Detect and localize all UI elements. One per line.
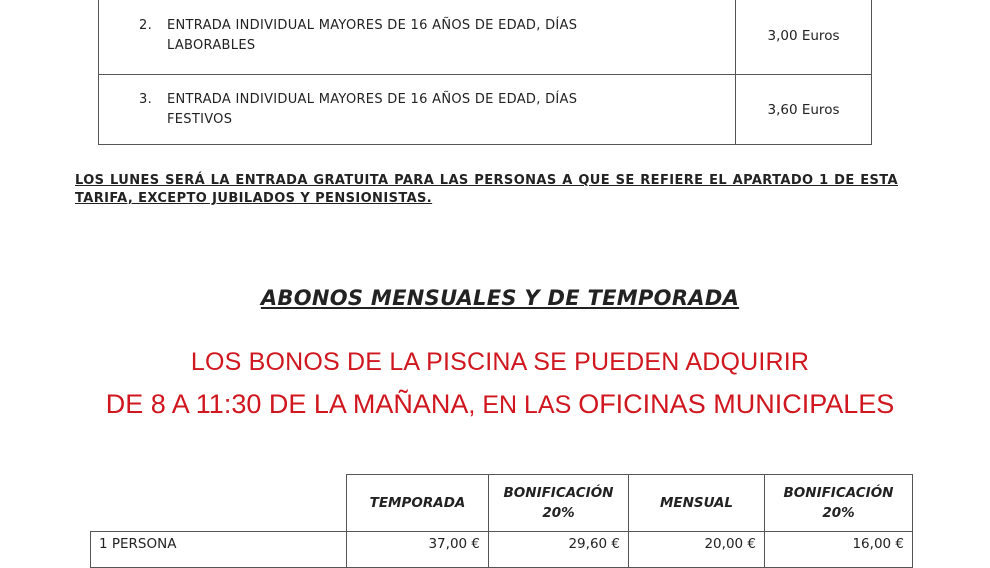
- item-text-line2: LABORABLES: [167, 37, 256, 53]
- cell-bonif-mensual: 16,00 €: [765, 532, 913, 568]
- notice-connector: , EN LAS: [468, 391, 579, 419]
- item-text-line2: FESTIVOS: [167, 111, 233, 127]
- table-row: [99, 75, 872, 145]
- row-label: 1 PERSONA: [91, 532, 347, 568]
- notice-hours: DE 8 A 11:30 DE LA MAÑANA: [105, 389, 469, 419]
- notice-line-2: [0, 389, 990, 420]
- col-header-mensual: MENSUAL: [629, 475, 765, 532]
- col-header-temporada: TEMPORADA: [347, 475, 489, 532]
- col-header-bonificacion-mensual: BONIFICACIÓN 20%: [765, 475, 913, 532]
- table-row: [99, 0, 872, 75]
- tarifa-table: [98, 0, 872, 145]
- cell-mensual: 20,00 €: [629, 532, 765, 568]
- item-number: 3.: [139, 91, 153, 107]
- bonos-table: [90, 474, 913, 568]
- col-header-bonificacion-temporada: BONIFICACIÓN 20%: [489, 475, 629, 532]
- item-number: 2.: [139, 17, 153, 33]
- tarifa-item-price: 3,60 Euros: [736, 75, 872, 145]
- notice-place: OFICINAS MUNICIPALES: [578, 389, 895, 419]
- tarifa-item-price: 3,00 Euros: [736, 0, 872, 75]
- tarifa-item-description: [99, 0, 736, 75]
- section-title: ABONOS MENSUALES Y DE TEMPORADA: [260, 286, 740, 310]
- monday-free-note: LOS LUNES SERÁ LA ENTRADA GRATUITA PARA LAS PERSONAS A QUE SE REFIERE EL APARTADO 1 DE ESTA TARIFA, EXCEPTO JUBILADOS Y PENSIONISTAS.: [75, 173, 898, 206]
- cell-temporada: 37,00 €: [347, 532, 489, 568]
- item-text-line1: ENTRADA INDIVIDUAL MAYORES DE 16 AÑOS DE EDAD, DÍAS: [167, 17, 578, 33]
- notice-line-1: LOS BONOS DE LA PISCINA SE PUEDEN ADQUIRIR: [190, 348, 810, 376]
- table-header-row: [91, 475, 913, 532]
- item-text-line1: ENTRADA INDIVIDUAL MAYORES DE 16 AÑOS DE EDAD, DÍAS: [167, 91, 578, 107]
- table-row: [91, 532, 913, 568]
- cell-bonif-temporada: 29,60 €: [489, 532, 629, 568]
- tarifa-item-description: [99, 75, 736, 145]
